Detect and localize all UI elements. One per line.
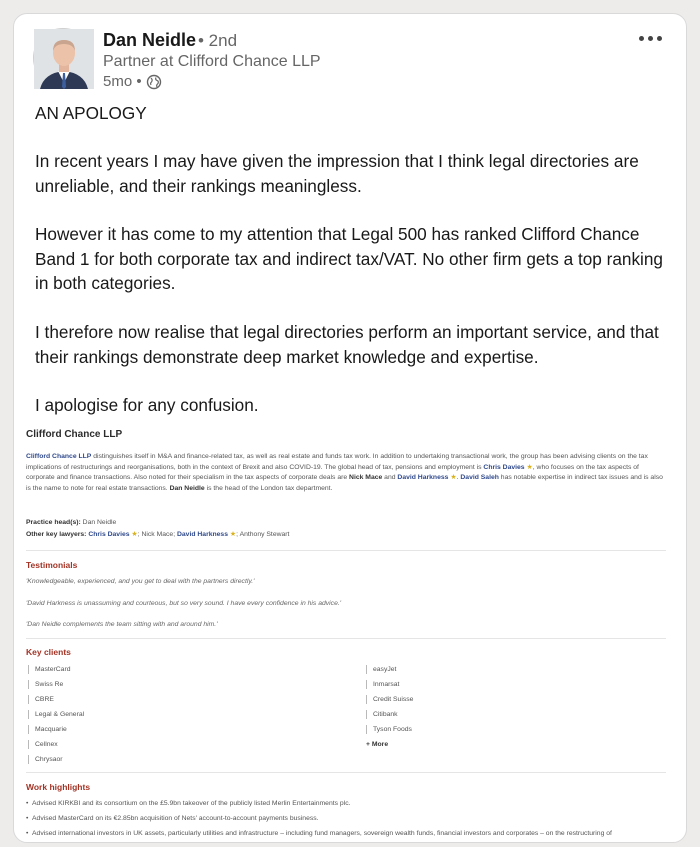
client-item: easyJet — [366, 665, 396, 674]
client-item: Credit Suisse — [366, 695, 413, 704]
post-paragraph: In recent years I may have given the impression that I think legal directories are unreliable, and their rankings meaningless. — [35, 151, 639, 196]
author-headline: Partner at Clifford Chance LLP — [103, 53, 321, 70]
post-paragraph: However it has come to my attention that Legal 500 has ranked Clifford Chance Band 1 for both corporate tax and indirect tax/VAT. No other firm gets a top ranking in both categories. — [35, 224, 663, 293]
practice-head: Practice head(s): Dan Neidle — [26, 519, 117, 526]
testimonial-quote: 'David Harkness is unassuming and courteous, but so very sound. I have every confidence in his advice.' — [26, 600, 342, 607]
author-avatar[interactable] — [33, 28, 93, 88]
highlight-item: • Advised KIRKBI and its consortium on the £5.9bn takeover of the publicly listed Merlin Entertainments plc. — [32, 799, 672, 809]
more-options-button[interactable] — [634, 30, 666, 46]
client-item: Legal & General — [28, 710, 84, 719]
post-paragraph: I apologise for any confusion. — [35, 395, 259, 415]
client-item: Swiss Re — [28, 680, 63, 689]
testimonials-heading: Testimonials — [26, 560, 78, 570]
work-highlights-heading: Work highlights — [26, 782, 91, 792]
author-name[interactable]: Dan Neidle — [103, 30, 197, 50]
more-clients-link: + More — [366, 741, 389, 748]
post-paragraph: AN APOLOGY — [35, 103, 147, 123]
post-paragraph: I therefore now realise that legal directories perform an important service, and that their rankings demonstrate deep market knowledge and expertise. — [35, 322, 659, 367]
more-horizontal-icon — [639, 36, 644, 41]
highlight-item: • Advised MasterCard on its €2.85bn acquisition of Nets' account-to-account payments business. — [32, 814, 672, 824]
client-item: CBRE — [28, 695, 54, 704]
divider — [26, 638, 666, 639]
other-key-lawyers: Other key lawyers: Chris Davies ★; Nick Mace; David Harkness ★; Anthony Stewart — [26, 531, 290, 538]
divider — [26, 550, 666, 551]
avatar-photo — [34, 29, 94, 89]
post-meta — [103, 73, 162, 90]
document-paragraph: Clifford Chance LLP distinguishes itself in M&A and finance-related tax, as well as real estate and funds tax work. In addition to undertaking transactional work, the group has been advising clients on the tax implications of restructurings and reorganisations, both in the context of Brexit and also COVID-19. The global head of tax, pensions and employment is Chris Davies ★, who focuses on the tax aspects of corporate and finance transactions. Also noted for their specialism in the tax aspects of corporate deals are Nick Mace and David Harkness ★. David Saleh has notable expertise in indirect tax issues and is also is the name to note for real estate transactions. Dan Neidle is the head of the London tax department. — [26, 453, 663, 492]
client-item: Tyson Foods — [366, 725, 412, 734]
client-item: Citibank — [366, 710, 398, 719]
client-item: Cellnex — [28, 740, 58, 749]
divider — [26, 772, 666, 773]
globe-icon — [146, 74, 162, 90]
testimonial-quote: 'Knowledgeable, experienced, and you get to deal with the partners directly.' — [26, 578, 255, 585]
highlight-item: • Advised international investors in UK assets, particularly utilities and infrastructure – including fund managers, sovereign wealth funds, financial investors and corporates – on the restructuring of — [32, 829, 672, 839]
key-clients-heading: Key clients — [26, 647, 71, 657]
client-item: Macquarie — [28, 725, 67, 734]
post-time: 5mo • — [103, 73, 142, 90]
attached-document-image[interactable] — [26, 427, 680, 847]
testimonial-quote: 'Dan Neidle complements the team sitting with and around him.' — [26, 621, 218, 628]
client-item: Chrysaor — [28, 755, 63, 764]
document-firm-title: Clifford Chance LLP — [26, 429, 123, 440]
post-card — [13, 13, 687, 843]
client-item: Inmarsat — [366, 680, 399, 689]
connection-degree: • 2nd — [198, 31, 238, 50]
client-item: MasterCard — [28, 665, 71, 674]
